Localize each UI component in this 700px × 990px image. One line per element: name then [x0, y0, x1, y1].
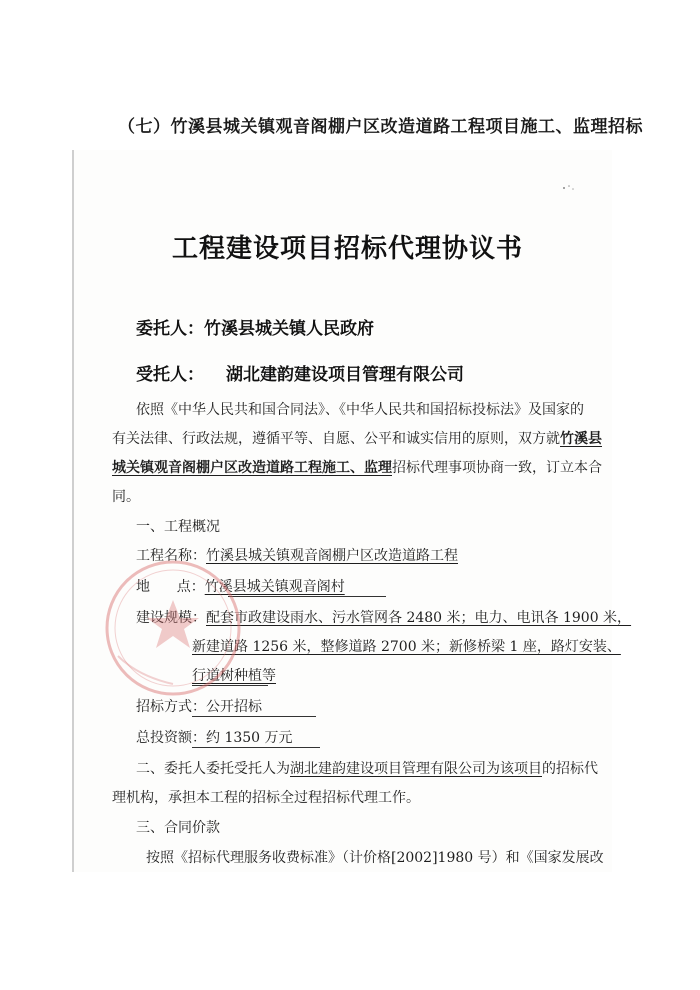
client-label: 委托人： [136, 319, 204, 339]
investment-label: 总投资额： [136, 730, 206, 746]
scale-underline [192, 685, 268, 686]
intro-line-1: 依照《中华人民共和国合同法》、《中华人民共和国招标投标法》及国家的 [136, 402, 584, 418]
section2-line-1 [136, 762, 598, 776]
intro-line-3 [112, 461, 602, 475]
scan-specks [560, 180, 580, 192]
location-underline [228, 596, 386, 597]
scale-row [136, 611, 631, 625]
agent-row [136, 360, 464, 385]
intro-line-4: 同。 [112, 489, 140, 505]
section2-agent-name: 湖北建韵建设项目管理有限公司为该项目 [290, 761, 542, 777]
scale-label: 建设规模： [136, 610, 206, 626]
project-name-row [136, 549, 458, 563]
method-label: 招标方式： [136, 699, 206, 715]
agreement-title: 工程建设项目招标代理协议书 [172, 234, 524, 264]
intro-line-2-plain: 有关法律、行政法规，遵循平等、自愿、公平和诚实信用的原则，双方就 [112, 431, 560, 447]
scale-line-2: 新建道路 1256 米，整修道路 2700 米；新修桥梁 1 座，路灯安装、 [192, 639, 621, 655]
location-value: 竹溪县城关镇观音阁村 [204, 579, 345, 595]
page-heading: （七）竹溪县城关镇观音阁棚户区改造道路工程项目施工、监理招标 [118, 117, 643, 137]
intro-line-3-plain: 招标代理事项协商一致，订立本合 [392, 460, 602, 476]
section3-heading: 三、合同价款 [136, 820, 220, 836]
location-row [136, 580, 345, 594]
agent-label: 受托人： [136, 365, 204, 385]
scale-line-1: 配套市政建设雨水、污水管网各 2480 米；电力、电讯各 1900 米， [206, 610, 632, 626]
section3-line-1: 按照《招标代理服务收费标准》（计价格[2002]1980 号）和《国家发展改 [146, 850, 604, 866]
agent-value: 湖北建韵建设项目管理有限公司 [226, 365, 464, 385]
intro-line-2-project: 竹溪县 [560, 431, 602, 447]
section2-line-2: 理机构，承担本工程的招标全过程招标代理工作。 [112, 790, 420, 806]
section2-line-1-a: 二、委托人委托受托人为 [136, 761, 290, 777]
location-label: 地 点： [136, 579, 205, 595]
method-value: 公开招标 [206, 699, 262, 715]
intro-line-3-project: 城关镇观音阁棚户区改造道路工程施工、监理 [112, 460, 392, 476]
intro-line-2 [112, 432, 602, 446]
investment-row [136, 731, 293, 745]
method-row [136, 700, 262, 714]
project-name-value: 竹溪县城关镇观音阁棚户区改造道路工程 [206, 548, 458, 564]
method-underline [192, 716, 316, 717]
scale-line-3: 行道树种植等 [192, 668, 276, 684]
investment-value: 约 1350 万元 [206, 730, 293, 746]
section1-heading: 一、工程概况 [136, 519, 220, 535]
section2-line-1-b: 的招标代 [542, 761, 598, 777]
client-row [136, 314, 374, 339]
client-value: 竹溪县城关镇人民政府 [204, 319, 374, 339]
investment-underline [192, 747, 320, 748]
project-name-label: 工程名称： [136, 548, 206, 564]
scan-left-edge [72, 150, 74, 872]
